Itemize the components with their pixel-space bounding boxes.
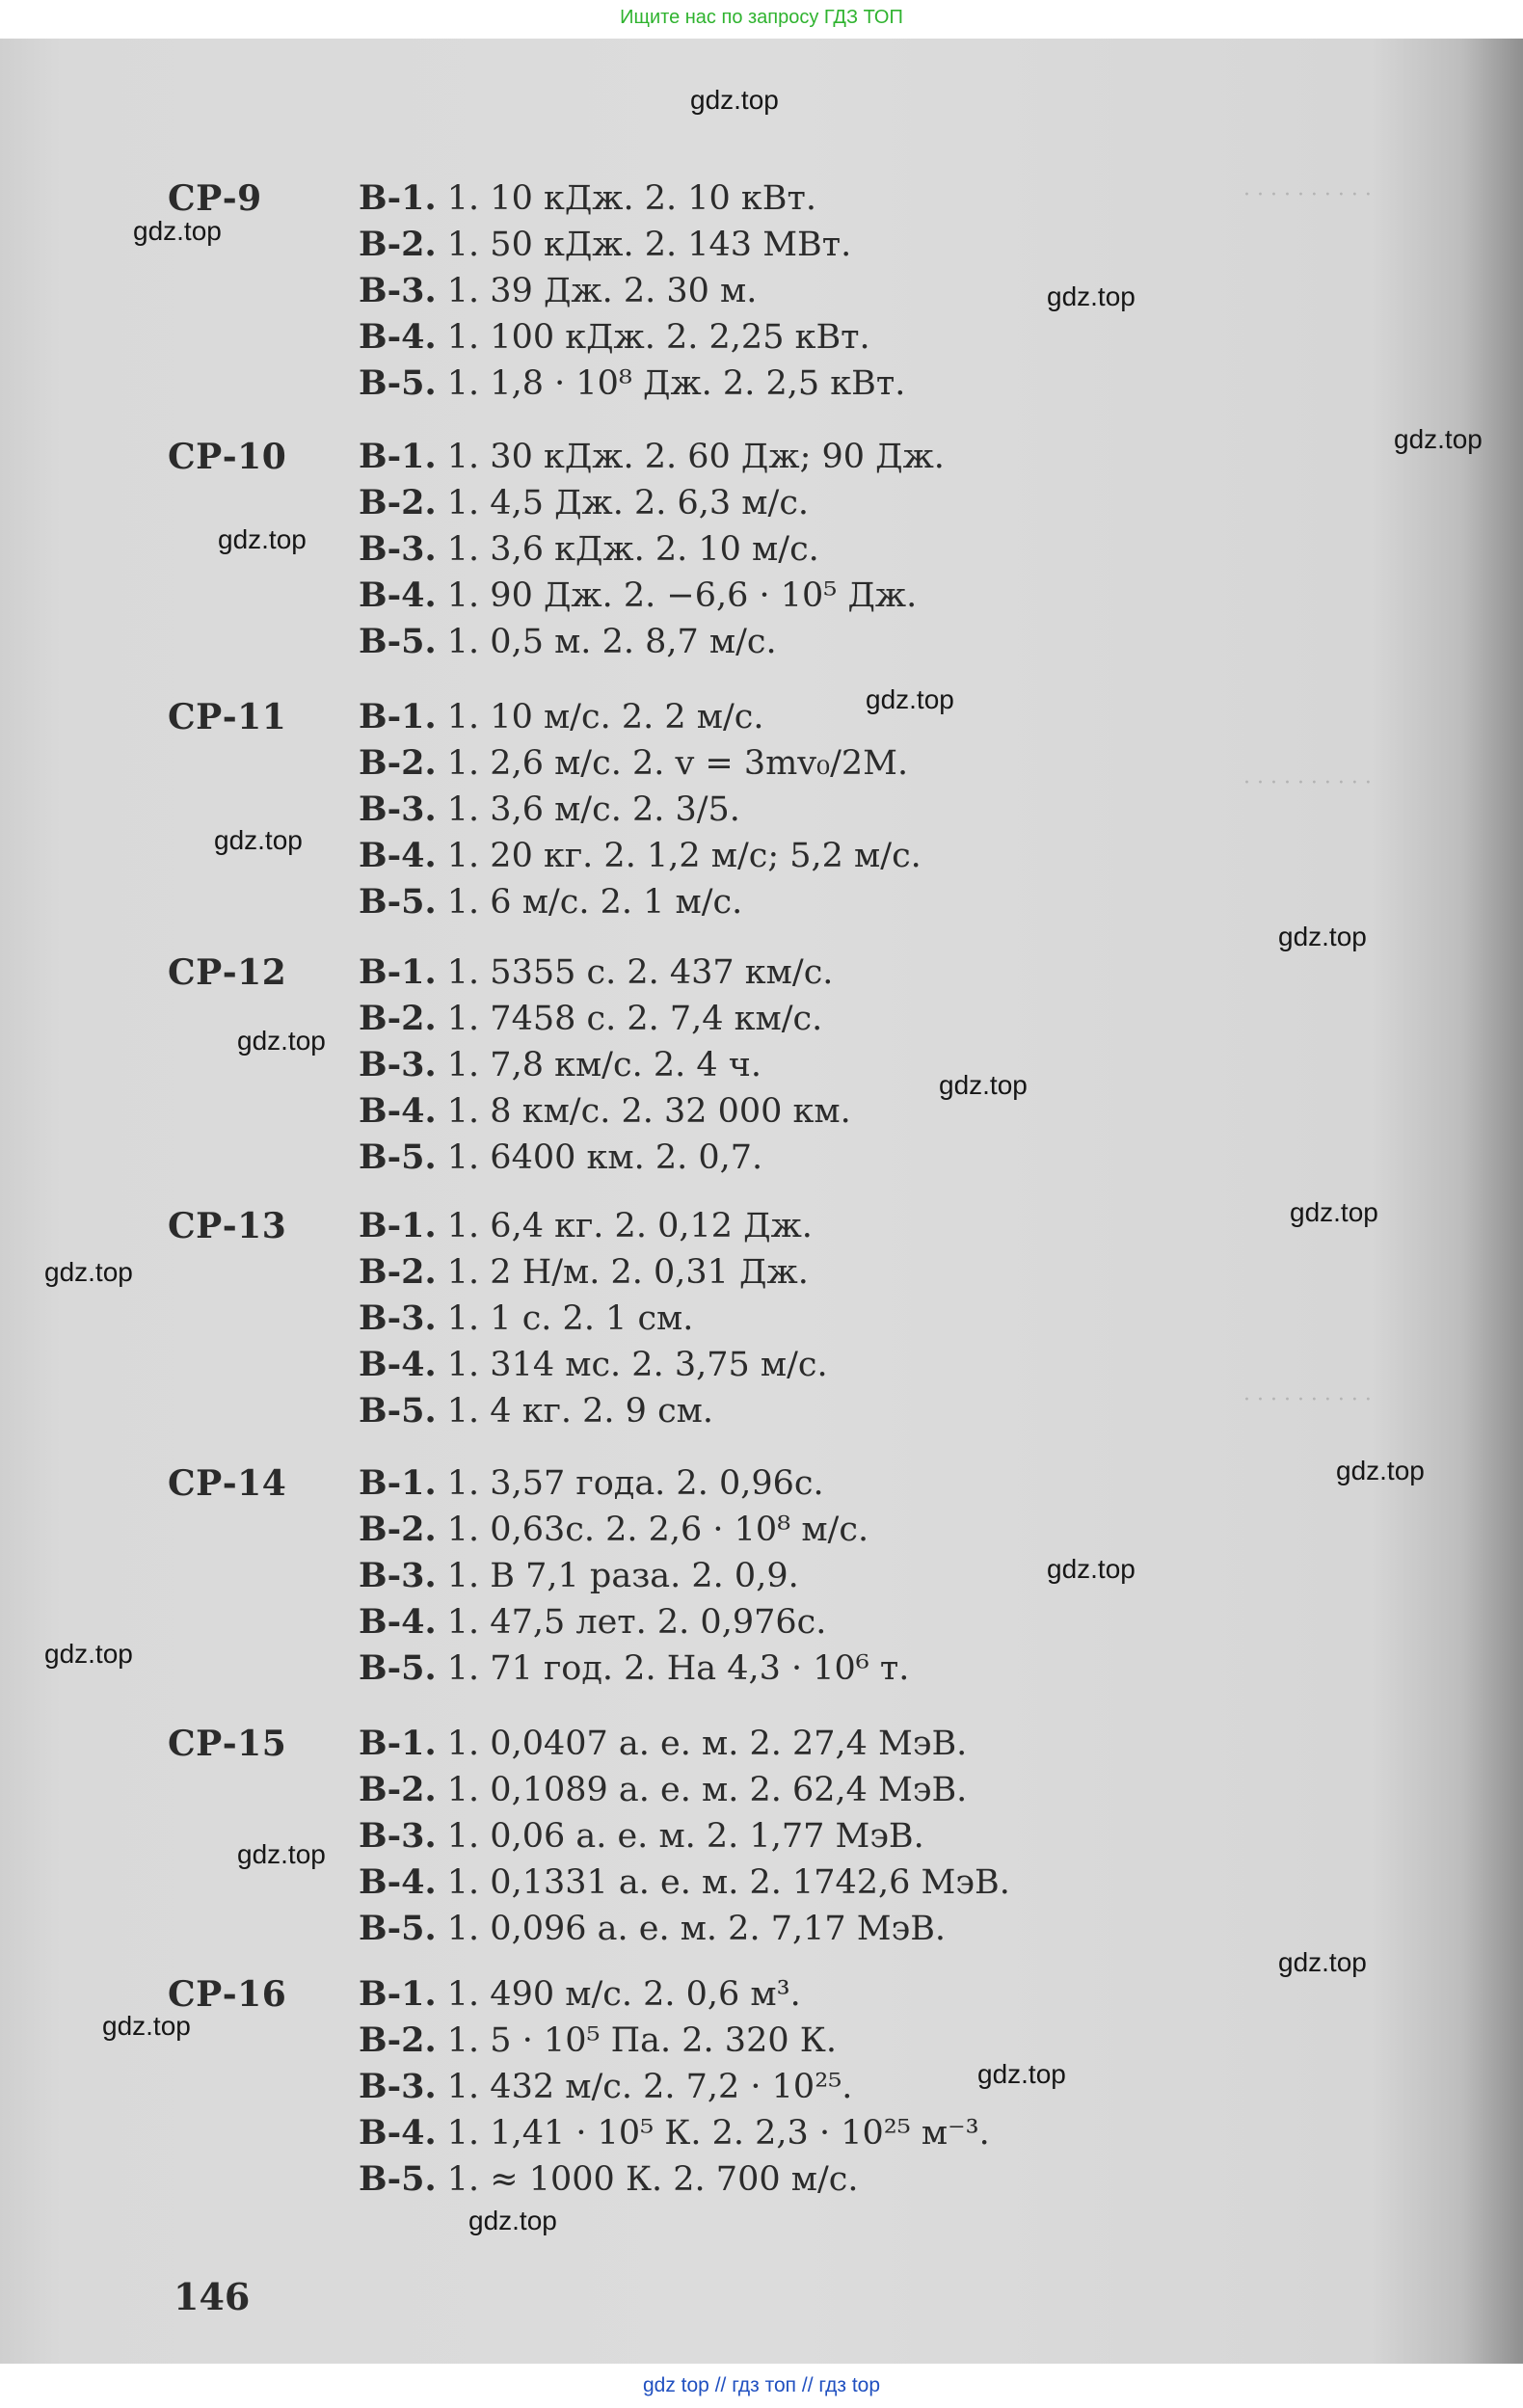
answer-text: 1. 8 км/с. 2. 32 000 км.: [436, 1092, 851, 1131]
variant-label: В-5.: [359, 1648, 437, 1688]
variant-label: В-2.: [359, 2020, 437, 2060]
answer-text: 1. 5 · 10⁵ Па. 2. 320 К.: [436, 2021, 837, 2060]
section-label: СР-11: [168, 697, 287, 737]
watermark: gdz.top: [214, 825, 303, 855]
variant-label: В-1.: [359, 1463, 437, 1503]
section-label: СР-14: [168, 1463, 287, 1504]
bleed-through-text: · · · · · · · · · ·: [1243, 771, 1372, 795]
variant-label: В-5.: [359, 363, 437, 403]
answer-line: [359, 1042, 762, 1088]
watermark: gdz.top: [1290, 1197, 1378, 1227]
answer-line: [359, 175, 816, 222]
variant-label: В-5.: [359, 1137, 437, 1177]
answer-text: 1. 6 м/с. 2. 1 м/с.: [436, 883, 743, 922]
watermark: gdz.top: [1336, 1456, 1425, 1485]
section-label: СР-13: [168, 1206, 287, 1246]
answer-text: 1. 10 м/с. 2. 2 м/с.: [436, 698, 764, 736]
answer-line: [359, 480, 809, 526]
answer-line: [359, 1971, 801, 2018]
answer-text: 1. 100 кДж. 2. 2,25 кВт.: [436, 318, 870, 357]
bleed-through-text: · · · · · · · · · ·: [1243, 183, 1372, 207]
answer-text: 1. 3,57 года. 2. 0,96c.: [436, 1464, 824, 1503]
answer-text: 1. 39 Дж. 2. 30 м.: [436, 272, 758, 310]
answer-text: 1. 47,5 лет. 2. 0,976c.: [436, 1603, 827, 1642]
answer-text: 1. 7458 с. 2. 7,4 км/с.: [436, 1000, 823, 1038]
watermark: gdz.top: [102, 2011, 191, 2041]
answer-line: [359, 1135, 762, 1181]
variant-label: В-2.: [359, 225, 437, 264]
watermark: gdz.top: [44, 1639, 133, 1669]
variant-label: В-3.: [359, 2067, 437, 2106]
answer-text: 1. 0,06 а. е. м. 2. 1,77 МэВ.: [436, 1817, 924, 1856]
variant-label: В-5.: [359, 882, 437, 922]
scanned-page: [0, 39, 1523, 2364]
answer-line: [359, 1460, 824, 1507]
watermark: gdz.top: [1278, 1947, 1367, 1977]
answer-text: 1. 1 с. 2. 1 см.: [436, 1299, 694, 1338]
answer-line: [359, 740, 908, 787]
answer-line: [359, 1767, 967, 1813]
answer-text: 1. 10 кДж. 2. 10 кВт.: [436, 179, 817, 218]
variant-label: В-1.: [359, 952, 437, 992]
answer-text: 1. В 7,1 раза. 2. 0,9.: [436, 1557, 799, 1595]
answer-text: 1. 0,1089 а. е. м. 2. 62,4 МэВ.: [436, 1771, 968, 1809]
answer-text: 1. 5355 с. 2. 437 км/с.: [436, 953, 834, 992]
bleed-through-text: · · · · · · · · · ·: [1243, 1388, 1372, 1412]
answer-text: 1. 7,8 км/с. 2. 4 ч.: [436, 1046, 762, 1084]
variant-label: В-1.: [359, 1974, 437, 2014]
variant-label: В-4.: [359, 1862, 437, 1902]
watermark: gdz.top: [866, 684, 954, 714]
watermark: gdz.top: [237, 1026, 326, 1056]
page-number: 146: [174, 2275, 251, 2318]
variant-label: В-3.: [359, 529, 437, 569]
answer-line: [359, 1645, 909, 1692]
watermark: gdz.top: [977, 2059, 1066, 2089]
variant-label: В-1.: [359, 1724, 437, 1763]
answer-line: [359, 1249, 809, 1296]
answer-line: [359, 950, 833, 996]
answer-text: 1. 0,63c. 2. 2,6 · 10⁸ м/с.: [436, 1511, 869, 1549]
answer-line: [359, 879, 742, 925]
variant-label: В-1.: [359, 697, 437, 736]
answer-text: 1. 314 мс. 2. 3,75 м/с.: [436, 1346, 828, 1384]
answer-line: [359, 2156, 858, 2203]
variant-label: В-3.: [359, 1045, 437, 1084]
variant-label: В-4.: [359, 1091, 437, 1131]
answer-text: 1. 432 м/с. 2. 7,2 · 10²⁵.: [436, 2068, 853, 2106]
answer-line: [359, 573, 917, 619]
answer-line: [359, 1088, 851, 1135]
answer-text: 1. 20 кг. 2. 1,2 м/с; 5,2 м/с.: [436, 837, 922, 875]
watermark: gdz.top: [690, 85, 779, 115]
variant-label: В-1.: [359, 1206, 437, 1245]
header-search-link[interactable]: Ищите нас по запросу ГДЗ ТОП: [620, 7, 903, 28]
variant-label: В-3.: [359, 1816, 437, 1856]
answer-text: 1. 71 год. 2. На 4,3 · 10⁶ т.: [436, 1649, 910, 1688]
answer-line: [359, 833, 922, 879]
answer-line: [359, 314, 870, 361]
variant-label: В-4.: [359, 2113, 437, 2153]
section-label: СР-16: [168, 1974, 287, 2015]
answer-line: [359, 1599, 826, 1645]
variant-label: В-4.: [359, 317, 437, 357]
answer-line: [359, 619, 777, 665]
answer-text: 1. 1,8 · 10⁸ Дж. 2. 2,5 кВт.: [436, 364, 906, 403]
answer-line: [359, 1388, 713, 1434]
answer-line: [359, 361, 905, 407]
answer-text: 1. 6400 км. 2. 0,7.: [436, 1138, 763, 1177]
answer-text: 1. 3,6 м/с. 2. 3/5.: [436, 790, 740, 829]
answer-text: 1. 2,6 м/с. 2. v = 3mv₀/2M.: [436, 744, 909, 783]
variant-label: В-3.: [359, 1556, 437, 1595]
variant-label: В-1.: [359, 437, 437, 476]
variant-label: В-2.: [359, 999, 437, 1038]
watermark: gdz.top: [1047, 1554, 1136, 1584]
answer-text: 1. 0,5 м. 2. 8,7 м/с.: [436, 623, 777, 661]
watermark: gdz.top: [939, 1070, 1028, 1100]
watermark: gdz.top: [1047, 281, 1136, 311]
answer-line: [359, 1296, 693, 1342]
variant-label: В-2.: [359, 483, 437, 522]
answer-line: [359, 2110, 990, 2156]
answer-text: 1. 4 кг. 2. 9 см.: [436, 1392, 714, 1431]
variant-label: В-1.: [359, 178, 437, 218]
answer-text: 1. 1,41 · 10⁵ К. 2. 2,3 · 10²⁵ м⁻³.: [436, 2114, 990, 2153]
answer-line: [359, 787, 740, 833]
watermark: gdz.top: [1394, 424, 1483, 454]
answer-text: 1. 2 Н/м. 2. 0,31 Дж.: [436, 1253, 809, 1292]
watermark: gdz.top: [237, 1839, 326, 1869]
watermark: gdz.top: [468, 2206, 557, 2235]
answer-line: [359, 268, 757, 314]
section-label: СР-15: [168, 1724, 287, 1764]
variant-label: В-4.: [359, 836, 437, 875]
answer-text: 1. 0,096 а. е. м. 2. 7,17 МэВ.: [436, 1910, 947, 1948]
answer-line: [359, 526, 819, 573]
answer-text: 1. 90 Дж. 2. −6,6 · 10⁵ Дж.: [436, 576, 918, 615]
answer-text: 1. 3,6 кДж. 2. 10 м/с.: [436, 530, 819, 569]
variant-label: В-5.: [359, 2159, 437, 2199]
answer-line: [359, 1906, 946, 1952]
answer-text: 1. ≈ 1000 К. 2. 700 м/с.: [436, 2160, 859, 2199]
variant-label: В-5.: [359, 622, 437, 661]
watermark: gdz.top: [44, 1257, 133, 1287]
answer-text: 1. 0,1331 а. е. м. 2. 1742,6 МэВ.: [436, 1863, 1010, 1902]
variant-label: В-4.: [359, 1345, 437, 1384]
variant-label: В-5.: [359, 1909, 437, 1948]
variant-label: В-3.: [359, 271, 437, 310]
footer-links[interactable]: gdz top // гдз топ // гдз top: [642, 2374, 881, 2396]
answer-text: 1. 490 м/с. 2. 0,6 м³.: [436, 1975, 801, 2014]
answer-text: 1. 4,5 Дж. 2. 6,3 м/с.: [436, 484, 810, 522]
section-label: СР-10: [168, 437, 287, 477]
variant-label: В-2.: [359, 743, 437, 783]
section-label: СР-12: [168, 952, 287, 993]
answer-line: [359, 434, 945, 480]
variant-label: В-2.: [359, 1252, 437, 1292]
answer-line: [359, 1860, 1010, 1906]
answer-line: [359, 1203, 813, 1249]
variant-label: В-3.: [359, 789, 437, 829]
section-label: СР-9: [168, 178, 262, 219]
variant-label: В-4.: [359, 575, 437, 615]
watermark: gdz.top: [218, 524, 307, 554]
answer-line: [359, 222, 851, 268]
answer-line: [359, 2018, 837, 2064]
answer-text: 1. 6,4 кг. 2. 0,12 Дж.: [436, 1207, 813, 1245]
watermark: gdz.top: [133, 216, 222, 246]
answer-line: [359, 1721, 967, 1767]
answer-text: 1. 0,0407 а. е. м. 2. 27,4 МэВ.: [436, 1725, 968, 1763]
watermark: gdz.top: [1278, 922, 1367, 951]
variant-label: В-5.: [359, 1391, 437, 1431]
answer-line: [359, 1342, 828, 1388]
answer-line: [359, 1813, 924, 1860]
variant-label: В-3.: [359, 1298, 437, 1338]
answer-text: 1. 30 кДж. 2. 60 Дж; 90 Дж.: [436, 438, 945, 476]
answer-text: 1. 50 кДж. 2. 143 МВт.: [436, 226, 852, 264]
variant-label: В-2.: [359, 1770, 437, 1809]
answer-line: [359, 2064, 852, 2110]
variant-label: В-4.: [359, 1602, 437, 1642]
variant-label: В-2.: [359, 1510, 437, 1549]
answer-line: [359, 694, 764, 740]
answer-line: [359, 996, 822, 1042]
answer-line: [359, 1553, 799, 1599]
answer-line: [359, 1507, 868, 1553]
